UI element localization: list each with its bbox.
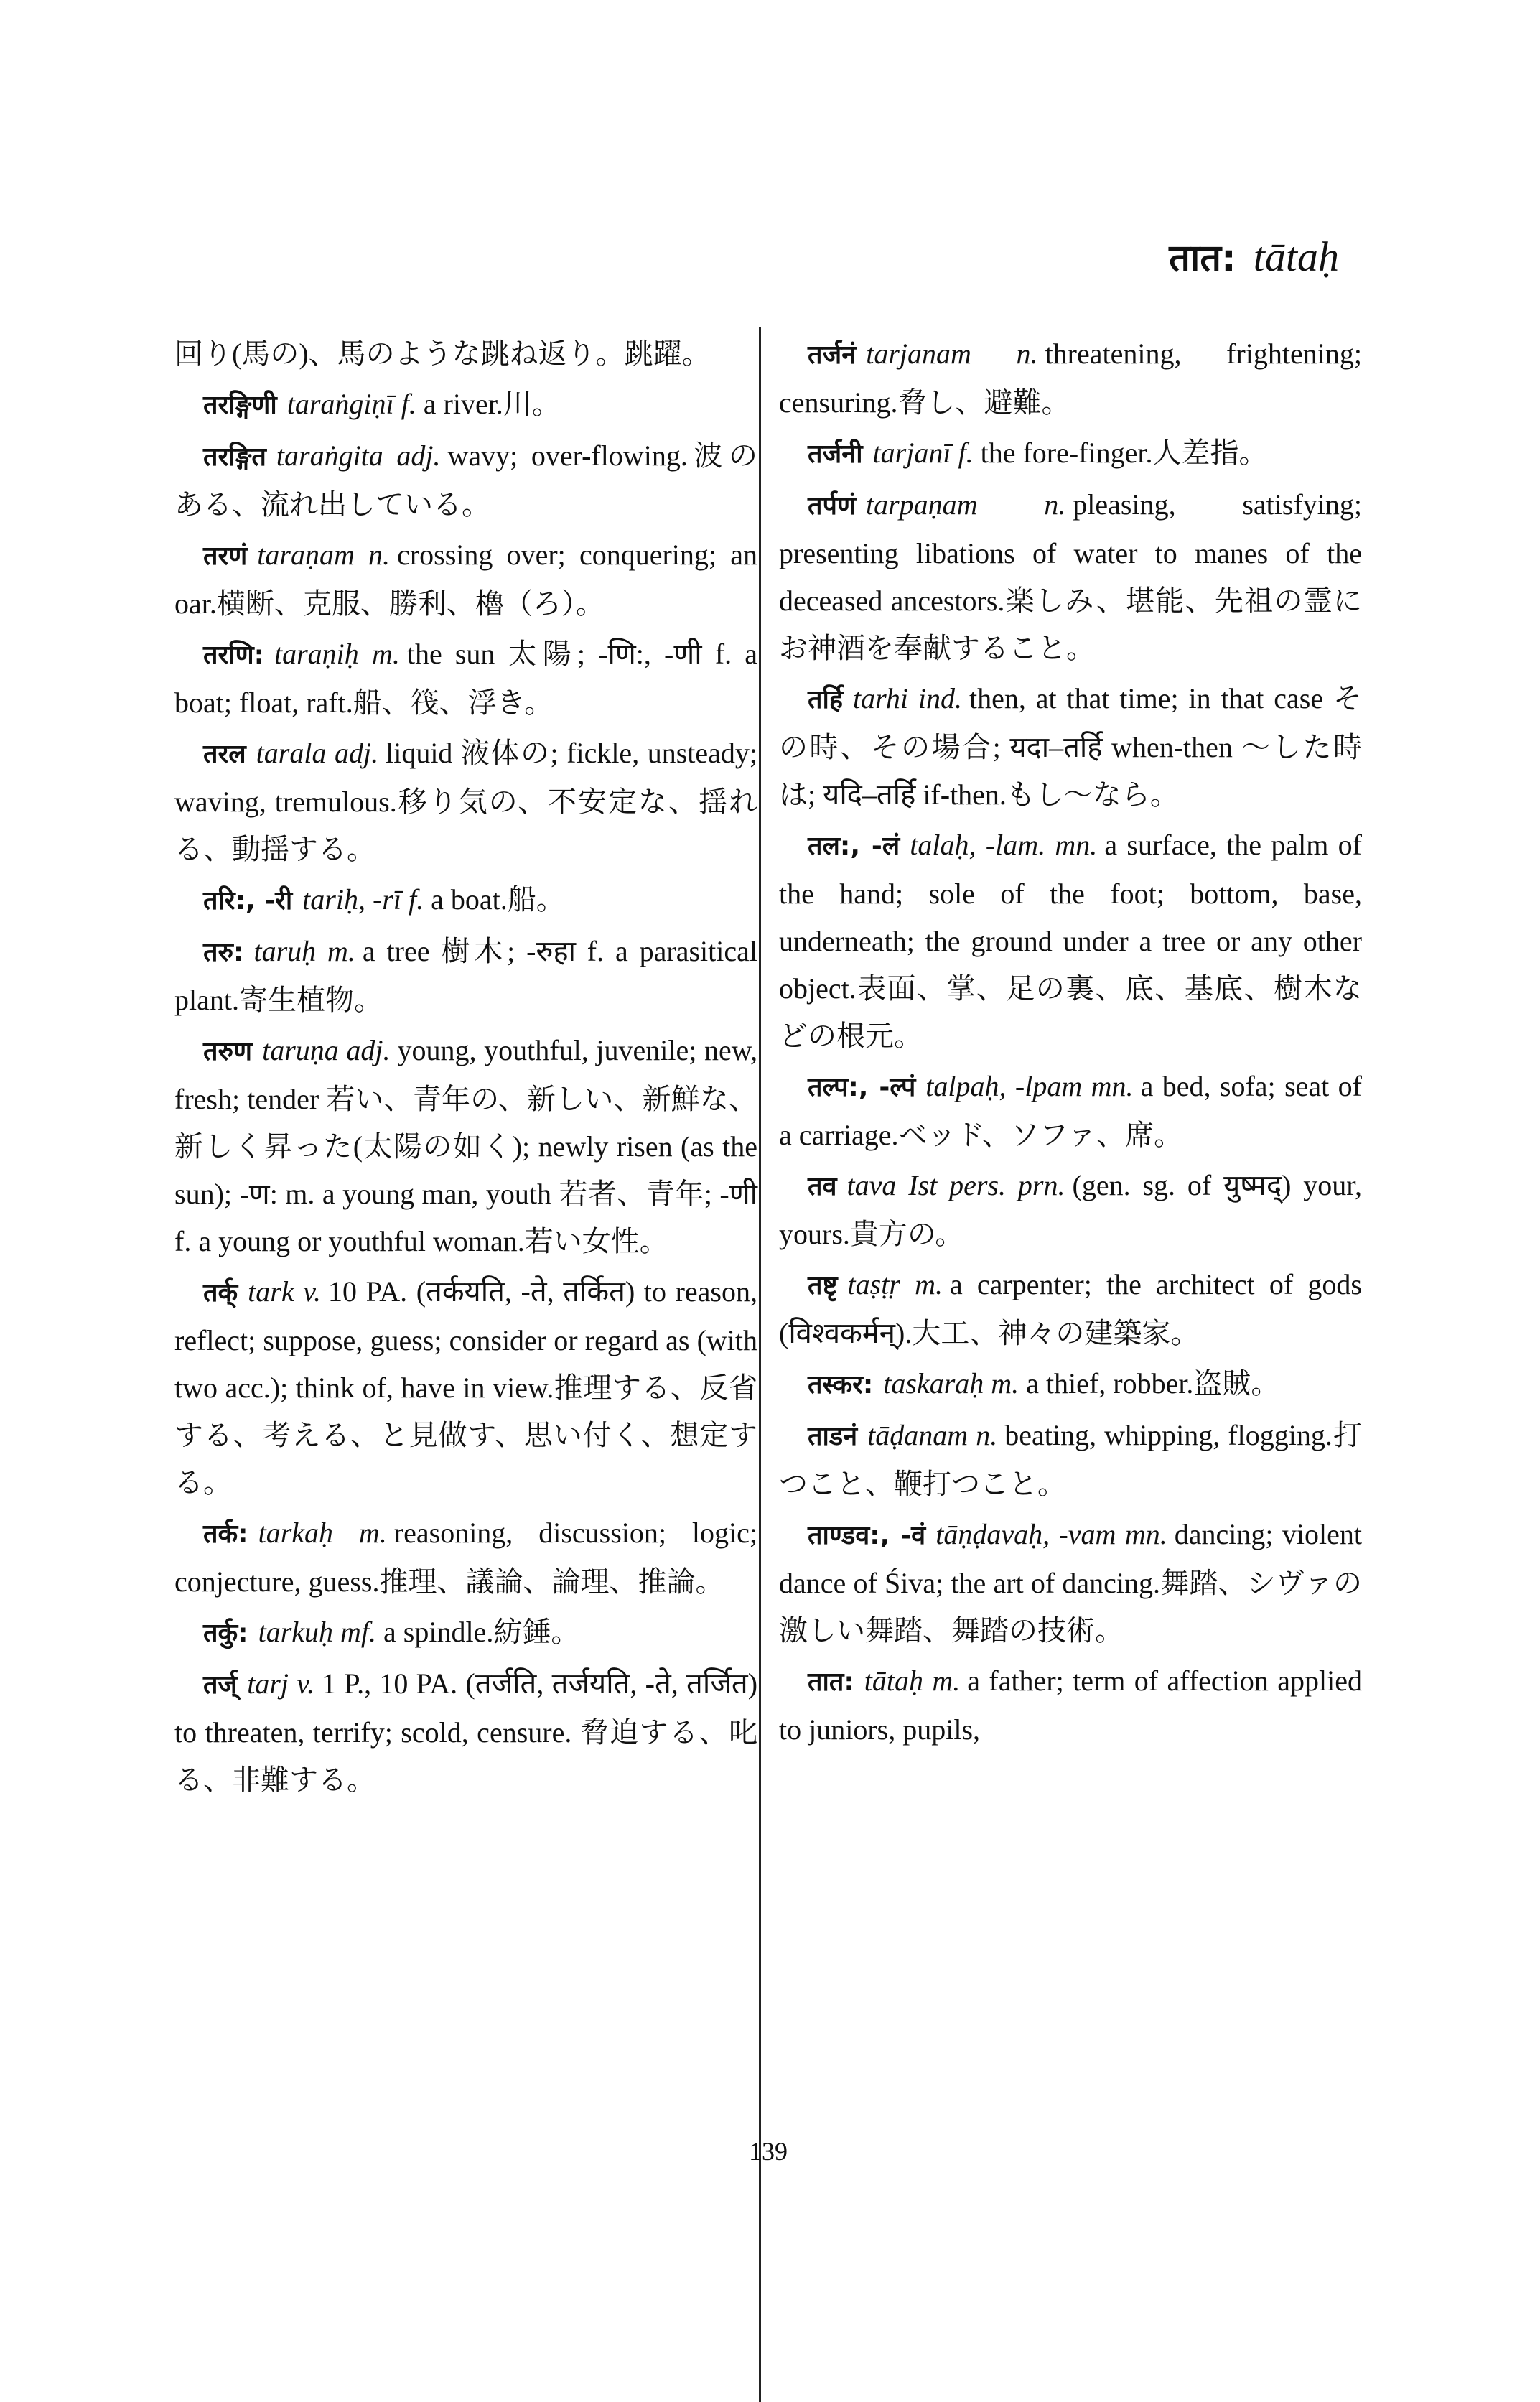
entry-headword: तरणि: xyxy=(203,641,264,670)
entry-headword: तर्ज् xyxy=(203,1670,238,1700)
dictionary-entry xyxy=(779,1162,1362,1258)
dictionary-entry xyxy=(779,1360,1362,1409)
entry-transliteration: taṣṭṛ m. xyxy=(847,1268,943,1300)
dictionary-entry xyxy=(174,1027,757,1265)
entry-headword: तल्प:, -ल्पं xyxy=(808,1073,916,1102)
entry-transliteration: tark v. xyxy=(248,1275,322,1308)
entry-headword: तल:, -लं xyxy=(808,832,900,861)
dictionary-entry xyxy=(779,1657,1362,1754)
dictionary-entry xyxy=(779,821,1362,1060)
entry-transliteration: tāḍanam n. xyxy=(867,1419,998,1451)
entry-transliteration: tariḥ, -rī f. xyxy=(302,883,424,916)
entry-headword: तर्कु: xyxy=(203,1619,248,1648)
entry-transliteration: taraṇiḥ m. xyxy=(274,638,400,670)
entry-definition: a boat.船。 xyxy=(431,883,565,916)
entry-definition: a river.川。 xyxy=(423,388,561,420)
entry-transliteration: tātaḥ m. xyxy=(864,1665,961,1697)
page-number: 139 xyxy=(749,2137,788,2166)
entry-definition: the fore-finger.人差指。 xyxy=(980,437,1268,469)
dictionary-entry xyxy=(174,381,757,429)
header-romanized: tātaḥ xyxy=(1253,233,1339,280)
entry-transliteration: tarjanī f. xyxy=(872,437,974,469)
entry-transliteration: tarala adj. xyxy=(256,737,379,769)
entry-definition: 10 PA. (तर्कयति, -ते, तर्कित) to reason, reflect; suppose, guess; consider or regard as (with two acc.); think of, have in view.推理する、反省する、考える、と見做す、思い付く、想定する。 xyxy=(174,1275,758,1499)
entry-headword: तरि:, -री xyxy=(203,886,293,916)
entry-definition: 1 P., 10 PA. (तर्जति, तर्जयति, -ते, तर्जित) to threaten, terrify; scold, censure. 脅迫する、叱る、非難する。 xyxy=(174,1667,758,1796)
entry-transliteration: taraṇam n. xyxy=(257,539,391,571)
entry-definition: crossing over; conquering; an oar.横断、克服、勝利、櫓（ろ）。 xyxy=(174,539,757,620)
entry-definition: reasoning, discussion; logic; conjecture, guess.推理、議論、論理、推論。 xyxy=(174,1517,757,1598)
entry-headword: तस्कर: xyxy=(808,1370,874,1400)
dictionary-entry xyxy=(779,481,1362,672)
dictionary-entry xyxy=(174,531,757,628)
dictionary-entry xyxy=(174,1509,757,1606)
entry-headword: तरु: xyxy=(203,938,244,967)
entry-definition: a father; term of affection applied to juniors, pupils, xyxy=(779,1665,1362,1746)
entry-definition: threatening, frightening; censuring.脅し、避難。 xyxy=(779,338,1362,419)
entry-transliteration: tarhi ind. xyxy=(852,682,963,714)
entry-definition: a bed, sofa; seat of a carriage.ベッド、ソファ、席。 xyxy=(779,1070,1363,1151)
entry-definition: the sun 太陽; -णि:, -णी f. a boat; float, raft.船、筏、浮き。 xyxy=(174,638,758,719)
dictionary-entry xyxy=(174,1609,757,1657)
dictionary-entry xyxy=(779,429,1362,478)
entry-headword: तरुण xyxy=(203,1037,253,1066)
entry-definition: a tree 樹木; -रुहा f. a parasitical plant.寄生植物。 xyxy=(174,935,757,1016)
entry-transliteration: taruḥ m. xyxy=(253,935,355,967)
entry-definition: beating, whipping, flogging.打つこと、鞭打つこと。 xyxy=(779,1419,1362,1500)
dictionary-entry xyxy=(779,1511,1362,1654)
entry-transliteration: tarkaḥ m. xyxy=(258,1517,387,1549)
column-divider xyxy=(759,327,761,2402)
dictionary-entry xyxy=(779,1412,1362,1508)
dictionary-entry xyxy=(779,330,1362,427)
dictionary-entry xyxy=(174,630,757,727)
dictionary-entry xyxy=(779,675,1362,819)
entry-transliteration: taruṇa adj. xyxy=(262,1034,391,1066)
entry-definition: dancing; violent dance of Śiva; the art of dancing.舞踏、シヴァの激しい舞踏、舞踏の技術。 xyxy=(779,1518,1362,1647)
entry-definition: a surface, the palm of the hand; sole of the foot; bottom, base, underneath; the ground under a tree or any other object.表面、掌、足の裏、底、基底、樹木などの根元。 xyxy=(779,829,1363,1052)
entry-headword: तव xyxy=(808,1172,837,1201)
dictionary-entry xyxy=(174,432,757,529)
entry-headword: तर्हि xyxy=(808,685,843,714)
entry-definition: a thief, robber.盗賊。 xyxy=(1026,1367,1280,1400)
entry-transliteration: tarpaṇam n. xyxy=(866,488,1066,521)
dictionary-entry xyxy=(174,330,757,378)
entry-headword: तर्क् xyxy=(203,1278,238,1308)
entry-definition: wavy; over-flowing.波のある、流れ出している。 xyxy=(174,439,757,521)
dictionary-entry xyxy=(779,1063,1362,1159)
entry-definition: pleasing, satisfying; presenting libations of water to manes of the deceased ancestors.楽しみ、堪能、先祖の霊にお神酒を奉献すること。 xyxy=(779,488,1362,664)
entry-transliteration: taraṅgiṇī f. xyxy=(286,388,416,420)
entry-transliteration: tarkuḥ mf. xyxy=(258,1616,377,1648)
entry-definition: a carpenter; the architect of gods (विश्वकर्मन्).大工、神々の建築家。 xyxy=(779,1268,1362,1349)
dictionary-entry xyxy=(174,1660,757,1804)
entry-headword: तष्टृ xyxy=(808,1271,838,1300)
dictionary-entry xyxy=(779,1261,1362,1357)
entry-headword: तरङ्गिणी xyxy=(203,391,277,420)
entry-headword: तर्क: xyxy=(203,1519,248,1549)
entry-transliteration: talaḥ, -lam. mn. xyxy=(910,829,1098,861)
entry-transliteration: tāṇḍavaḥ, -vam mn. xyxy=(935,1518,1167,1550)
entry-headword: तरल xyxy=(203,740,246,769)
entry-headword: तर्जनं xyxy=(808,340,857,370)
entry-definition: young, youthful, juvenile; new, fresh; tender 若い、青年の、新しい、新鮮な、新しく昇った(太陽の如く); newly risen (as the sun); -ण: m. a young man, youth 若者、青年; -णी f. a young or youthful woman.若い女性。 xyxy=(174,1034,757,1257)
dictionary-entry xyxy=(174,1268,757,1507)
entry-definition: then, at that time; in that case その時、その場合; यदा–तर्हि when-then 〜した時は; यदि–तर्हि if-then.もし〜なら。 xyxy=(779,682,1362,811)
entry-transliteration: tarjanam n. xyxy=(866,338,1038,370)
entry-headword: ताण्डव:, -वं xyxy=(808,1521,926,1550)
entry-headword: ताडनं xyxy=(808,1422,858,1451)
dictionary-entry xyxy=(174,928,757,1024)
entry-headword: तर्पणं xyxy=(808,491,856,521)
right-column xyxy=(779,330,1362,1756)
entry-definition: (gen. sg. of युष्मद्) your, yours.貴方の。 xyxy=(779,1169,1362,1250)
entry-headword: तरणं xyxy=(203,541,248,571)
entry-transliteration: tava Ist pers. prn. xyxy=(846,1169,1065,1201)
left-column xyxy=(174,330,757,1807)
dictionary-entry xyxy=(174,730,757,873)
entry-definition: a spindle.紡錘。 xyxy=(383,1616,580,1648)
entry-headword: तात: xyxy=(808,1667,854,1697)
dictionary-entry xyxy=(174,876,757,925)
entry-headword: तरङ्गित xyxy=(203,442,266,472)
entry-definition: liquid 液体の; fickle, unsteady; waving, tremulous.移り気の、不安定な、揺れる、動揺する。 xyxy=(174,737,758,865)
entry-definition: 回り(馬の)、馬のような跳ね返り。跳躍。 xyxy=(174,338,711,370)
entry-transliteration: taskaraḥ m. xyxy=(883,1367,1019,1400)
entry-transliteration: taraṅgita adj. xyxy=(276,439,441,472)
entry-headword: तर्जनी xyxy=(808,439,863,469)
running-header xyxy=(1169,231,1339,289)
entry-transliteration: talpaḥ, -lpam mn. xyxy=(925,1070,1134,1102)
entry-transliteration: tarj v. xyxy=(247,1667,315,1700)
header-devanagari: तात: xyxy=(1169,237,1236,280)
